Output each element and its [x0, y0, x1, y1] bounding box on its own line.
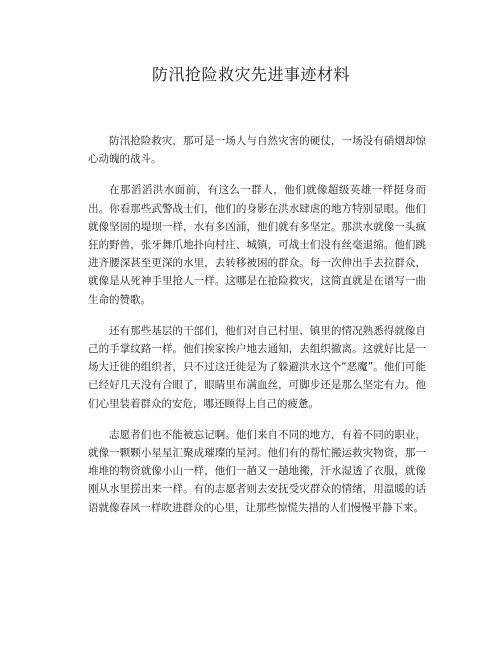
paragraph-cadres: 还有那些基层的干部们，他们对自己村里、镇里的情况熟悉得就像自己的手掌纹路一样。他们挨家挨户地去通知，去组织撤离。这就好比是一场大迁徙的组织者，只不过这迁徙是为了躲避洪水这个“恶魔”。他们可能已经好几天没有合眼了，眼睛里布满血丝，可脚步还是那么坚定有力。他们心里装着群众的安危，哪还顾得上自己的疲惫。 [88, 324, 426, 410]
paragraph-volunteers: 志愿者们也不能被忘记啊。他们来自不同的地方，有着不同的职业，就像一颗颗小星星汇聚成璀璨的星河。他们有的帮忙搬运救灾物资，那一堆堆的物资就像小山一样，他们一趟又一趟地搬，汗水湿透了衣服，就像刚从水里捞出来一样。有的志愿者则去安抚受灾群众的情绪，用温暖的话语就像春风一样吹进群众的心里，让那些惊慌失措的人们慢慢平静下来。 [88, 428, 426, 514]
paragraph-intro: 防汛抢险救灾，那可是一场人与自然灾害的硬仗，一场没有硝烟却惊心动魄的战斗。 [88, 135, 426, 166]
paragraph-soldiers: 在那滔滔洪水面前，有这么一群人，他们就像超级英雄一样挺身而出。你看那些武警战士们，他们的身影在洪水肆虐的地方特别显眼。他们就像坚固的堤坝一样，水有多凶涌，他们就有多坚定。那洪水就像一头疯狂的野兽，张牙舞爪地扑向村庄、城镇，可战士们没有丝毫退缩。他们跳进齐腰深甚至更深的水里，去转移被困的群众。每一次伸出手去拉群众，就像是从死神手里抢人一样。这哪是在抢险救灾，这简直就是在谱写一曲生命的赞歌。 [88, 184, 426, 306]
document-title: 防汛抢险救灾先进事迹材料 [151, 65, 350, 84]
